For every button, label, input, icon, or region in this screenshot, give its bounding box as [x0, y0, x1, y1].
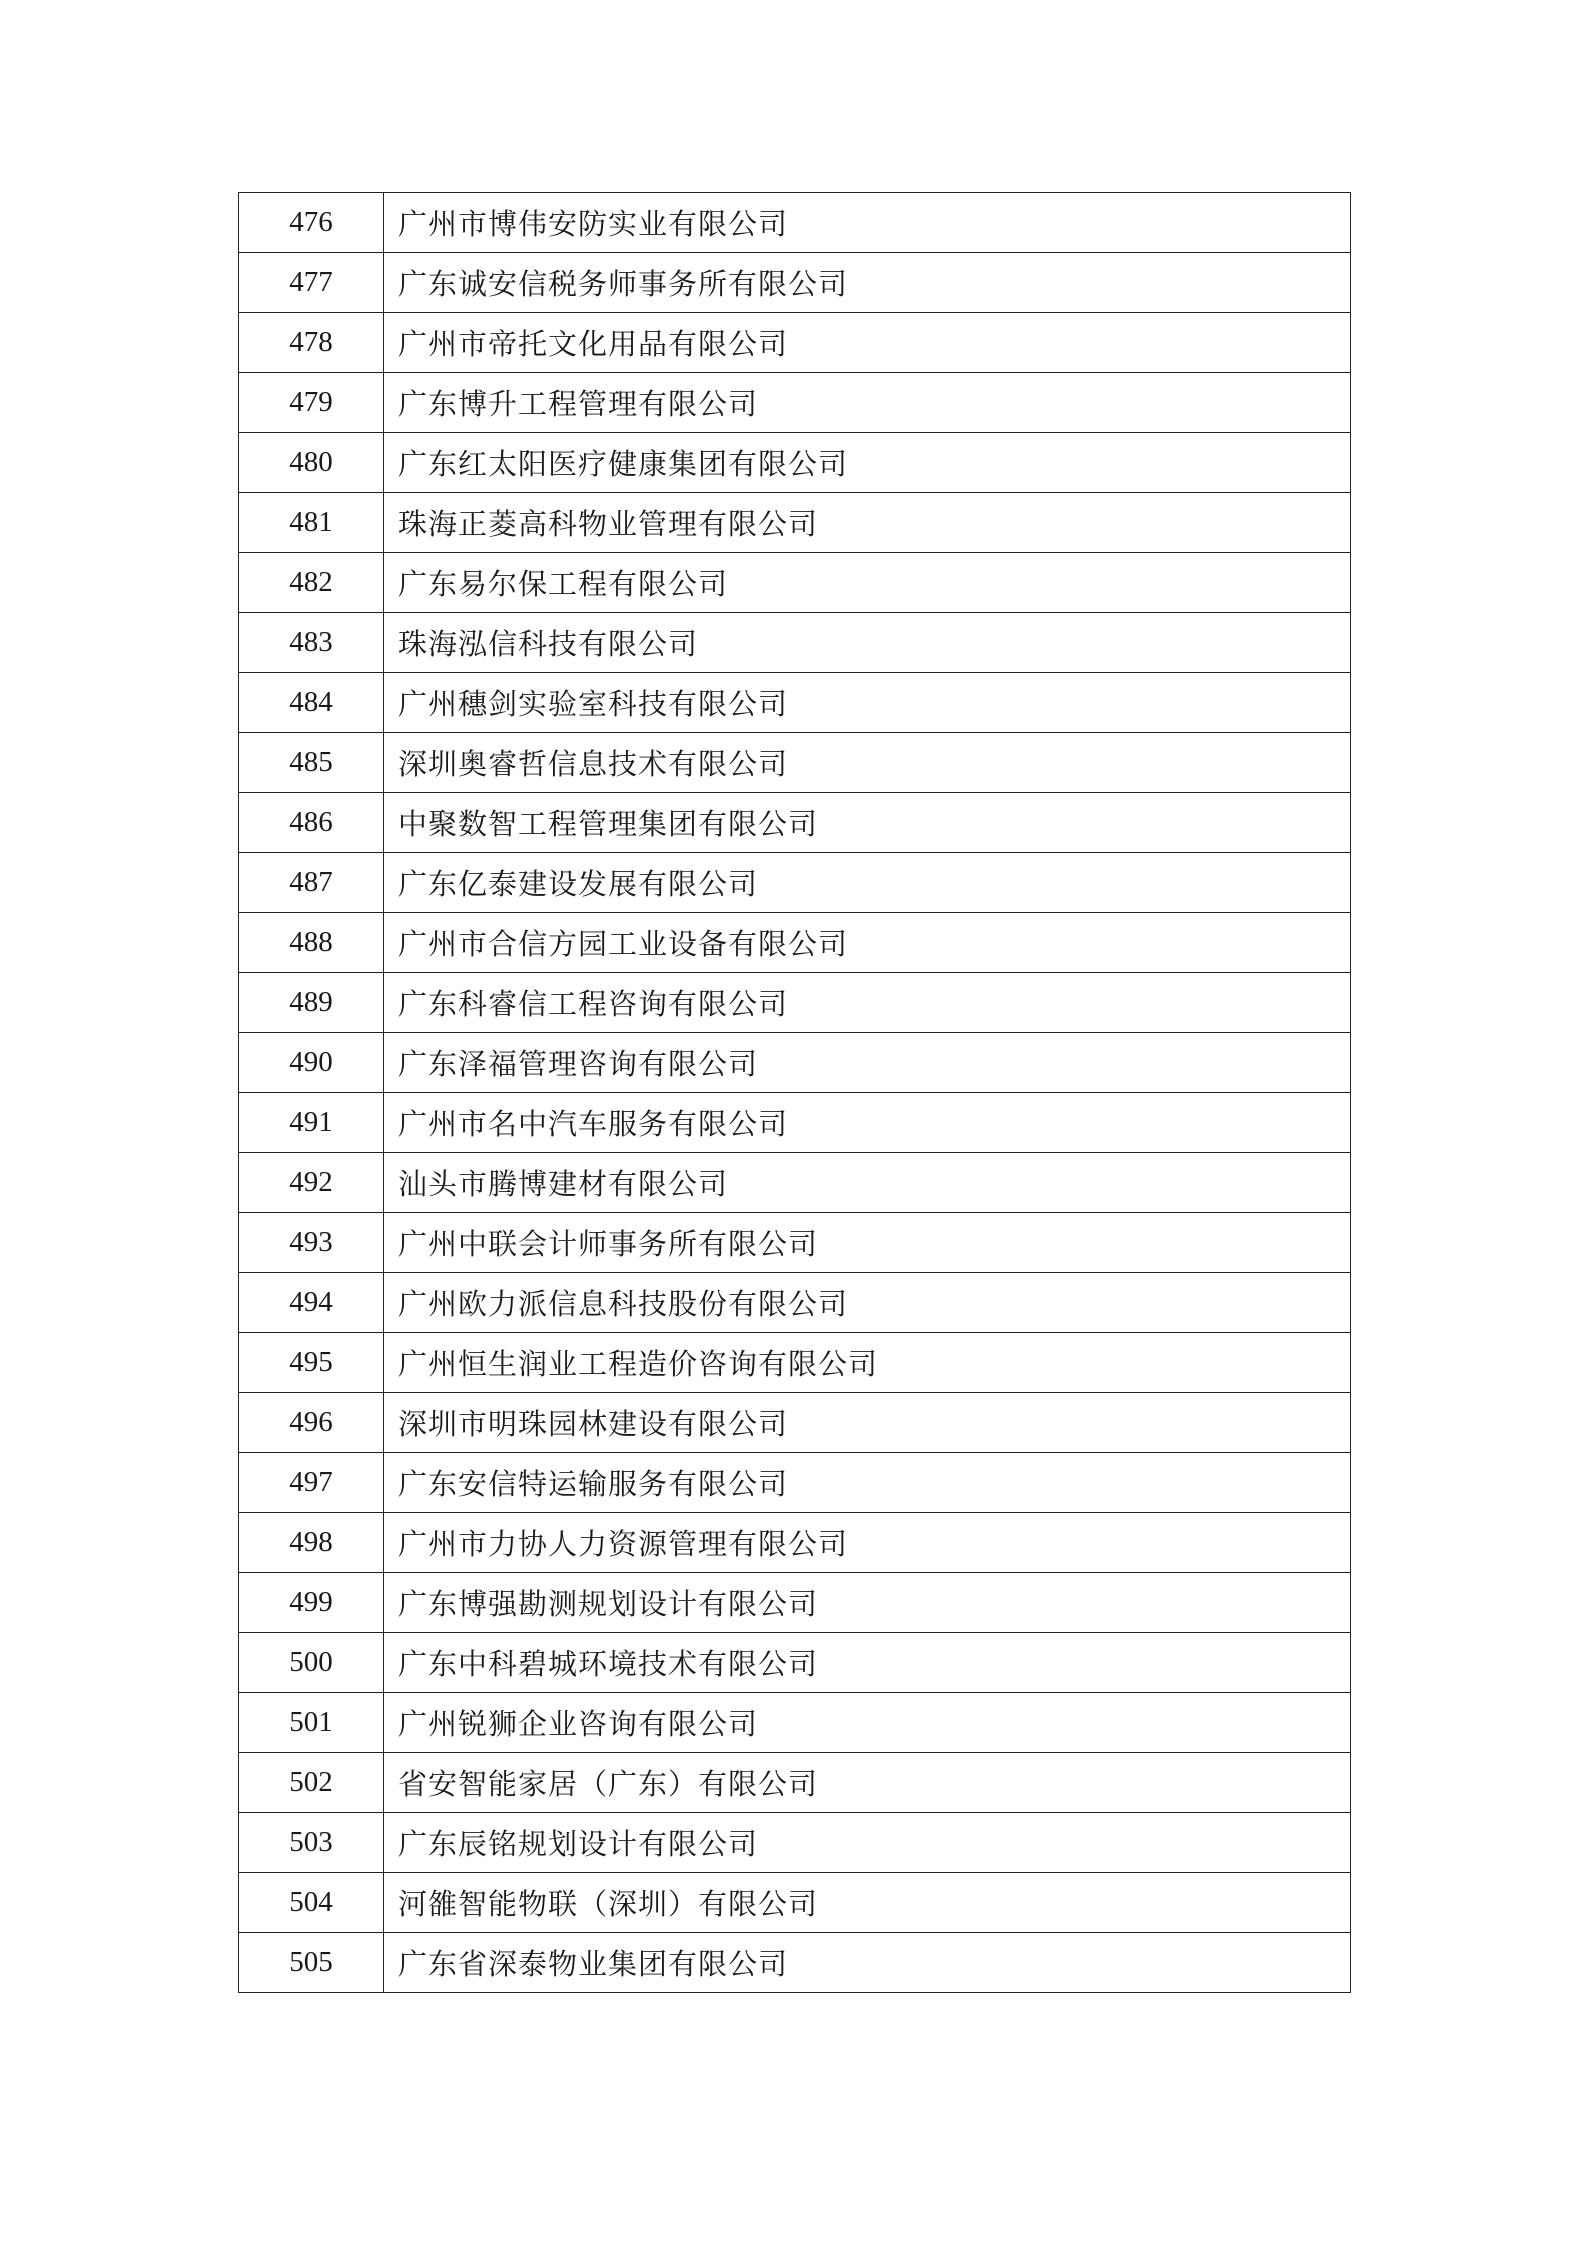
company-name: 广州市力协人力资源管理有限公司 — [384, 1513, 1351, 1573]
company-name: 广东诚安信税务师事务所有限公司 — [384, 253, 1351, 313]
company-name: 广东中科碧城环境技术有限公司 — [384, 1633, 1351, 1693]
company-name: 广州市博伟安防实业有限公司 — [384, 193, 1351, 253]
company-name: 广东博升工程管理有限公司 — [384, 373, 1351, 433]
row-number: 478 — [239, 313, 384, 373]
row-number: 484 — [239, 673, 384, 733]
company-name: 广州恒生润业工程造价咨询有限公司 — [384, 1333, 1351, 1393]
table-row — [239, 1333, 1351, 1393]
company-name: 广州市帝托文化用品有限公司 — [384, 313, 1351, 373]
table-row — [239, 1033, 1351, 1093]
company-name: 河雒智能物联（深圳）有限公司 — [384, 1873, 1351, 1933]
company-name: 广东泽福管理咨询有限公司 — [384, 1033, 1351, 1093]
company-name: 广州市名中汽车服务有限公司 — [384, 1093, 1351, 1153]
table-row — [239, 433, 1351, 493]
row-number: 496 — [239, 1393, 384, 1453]
company-name: 广东辰铭规划设计有限公司 — [384, 1813, 1351, 1873]
row-number: 504 — [239, 1873, 384, 1933]
company-list-table — [238, 192, 1351, 1993]
table-row — [239, 733, 1351, 793]
row-number: 481 — [239, 493, 384, 553]
company-name: 广东安信特运输服务有限公司 — [384, 1453, 1351, 1513]
table-row — [239, 1153, 1351, 1213]
table-row — [239, 913, 1351, 973]
row-number: 503 — [239, 1813, 384, 1873]
company-name: 广东易尔保工程有限公司 — [384, 553, 1351, 613]
company-name: 广东红太阳医疗健康集团有限公司 — [384, 433, 1351, 493]
table-row — [239, 1753, 1351, 1813]
row-number: 493 — [239, 1213, 384, 1273]
company-name: 珠海正菱高科物业管理有限公司 — [384, 493, 1351, 553]
row-number: 490 — [239, 1033, 384, 1093]
company-name: 深圳奥睿哲信息技术有限公司 — [384, 733, 1351, 793]
company-name: 深圳市明珠园林建设有限公司 — [384, 1393, 1351, 1453]
row-number: 489 — [239, 973, 384, 1033]
table-row — [239, 853, 1351, 913]
table-row — [239, 1393, 1351, 1453]
row-number: 497 — [239, 1453, 384, 1513]
table-row — [239, 1693, 1351, 1753]
row-number: 499 — [239, 1573, 384, 1633]
row-number: 486 — [239, 793, 384, 853]
company-name: 广州市合信方园工业设备有限公司 — [384, 913, 1351, 973]
table-row — [239, 613, 1351, 673]
table-row — [239, 493, 1351, 553]
table-row — [239, 1933, 1351, 1993]
company-name: 广东科睿信工程咨询有限公司 — [384, 973, 1351, 1033]
table-row — [239, 1873, 1351, 1933]
row-number: 501 — [239, 1693, 384, 1753]
table-row — [239, 1573, 1351, 1633]
table-row — [239, 1633, 1351, 1693]
row-number: 480 — [239, 433, 384, 493]
company-name: 广州欧力派信息科技股份有限公司 — [384, 1273, 1351, 1333]
row-number: 479 — [239, 373, 384, 433]
row-number: 492 — [239, 1153, 384, 1213]
row-number: 494 — [239, 1273, 384, 1333]
row-number: 477 — [239, 253, 384, 313]
company-name: 广东亿泰建设发展有限公司 — [384, 853, 1351, 913]
row-number: 495 — [239, 1333, 384, 1393]
table-row — [239, 373, 1351, 433]
table-row — [239, 973, 1351, 1033]
company-name: 珠海泓信科技有限公司 — [384, 613, 1351, 673]
company-name: 广东博强勘测规划设计有限公司 — [384, 1573, 1351, 1633]
table-row — [239, 673, 1351, 733]
row-number: 498 — [239, 1513, 384, 1573]
table-row — [239, 313, 1351, 373]
table-row — [239, 1513, 1351, 1573]
company-name: 广州中联会计师事务所有限公司 — [384, 1213, 1351, 1273]
table-row — [239, 193, 1351, 253]
row-number: 483 — [239, 613, 384, 673]
company-name: 广东省深泰物业集团有限公司 — [384, 1933, 1351, 1993]
company-list-body — [239, 193, 1351, 1993]
table-row — [239, 1453, 1351, 1513]
row-number: 500 — [239, 1633, 384, 1693]
company-name: 汕头市腾博建材有限公司 — [384, 1153, 1351, 1213]
table-row — [239, 1813, 1351, 1873]
row-number: 476 — [239, 193, 384, 253]
table-row — [239, 1273, 1351, 1333]
table-row — [239, 1213, 1351, 1273]
row-number: 487 — [239, 853, 384, 913]
row-number: 482 — [239, 553, 384, 613]
row-number: 491 — [239, 1093, 384, 1153]
table-row — [239, 553, 1351, 613]
company-name: 中聚数智工程管理集团有限公司 — [384, 793, 1351, 853]
table-row — [239, 1093, 1351, 1153]
company-name: 广州穗剑实验室科技有限公司 — [384, 673, 1351, 733]
table-row — [239, 793, 1351, 853]
row-number: 488 — [239, 913, 384, 973]
row-number: 485 — [239, 733, 384, 793]
table-row — [239, 253, 1351, 313]
row-number: 502 — [239, 1753, 384, 1813]
row-number: 505 — [239, 1933, 384, 1993]
company-name: 广州锐狮企业咨询有限公司 — [384, 1693, 1351, 1753]
company-name: 省安智能家居（广东）有限公司 — [384, 1753, 1351, 1813]
